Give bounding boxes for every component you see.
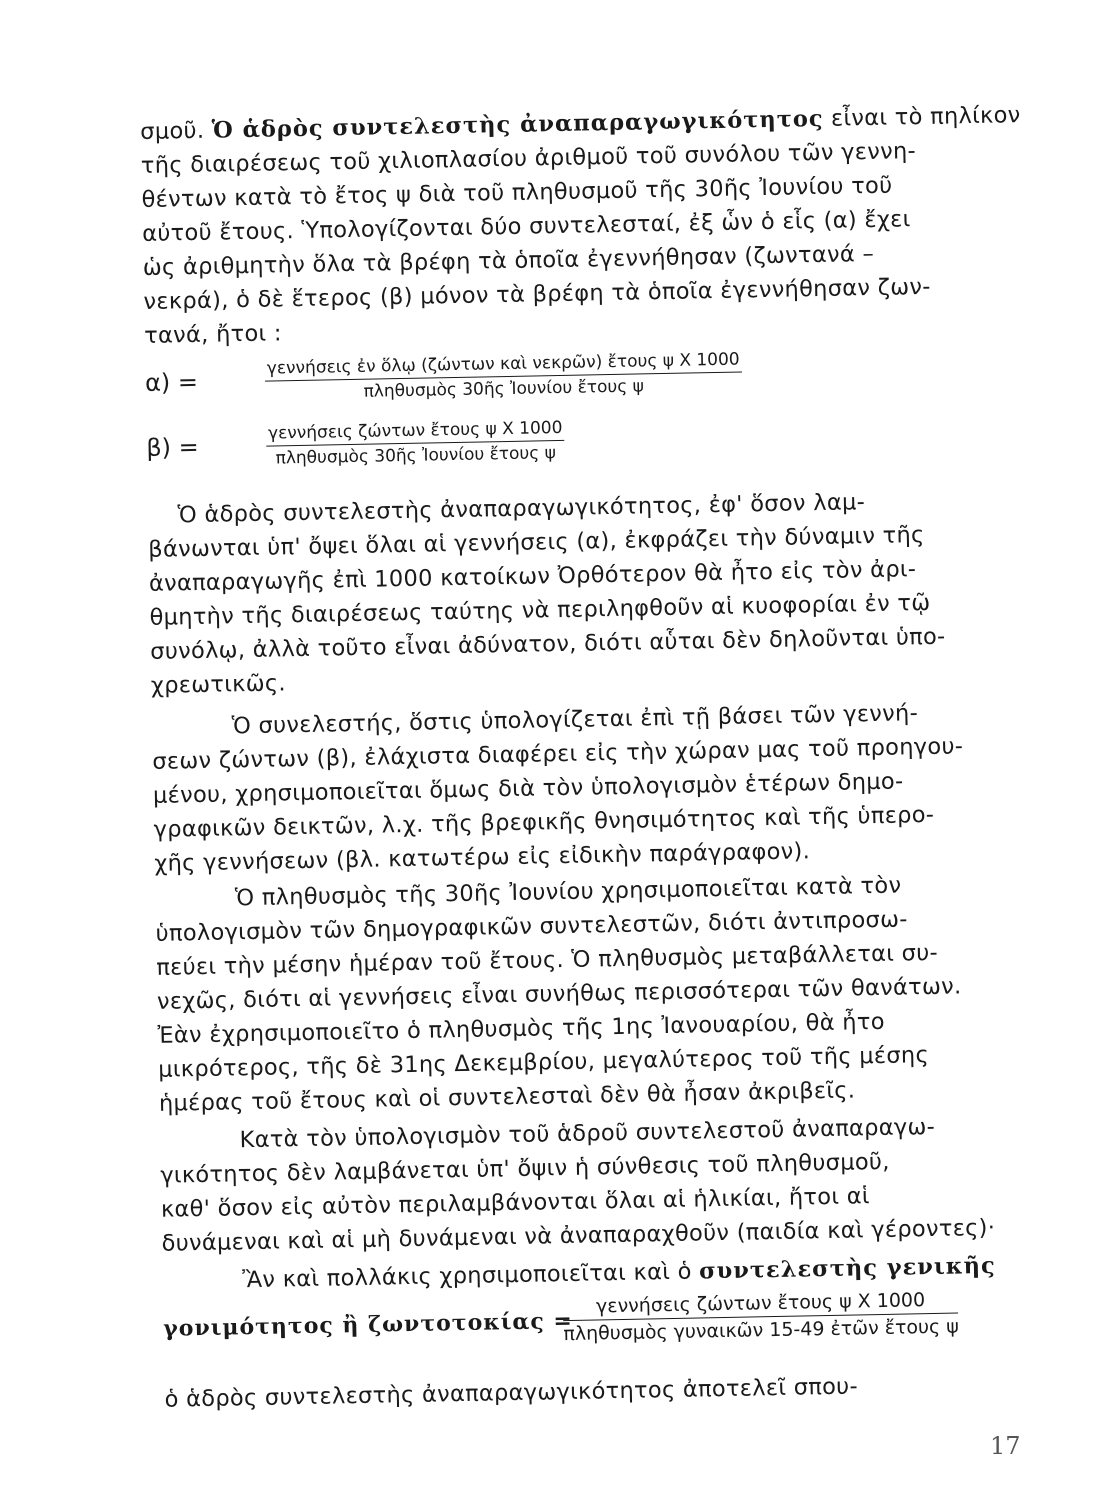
text-line: συνόλῳ, ἀλλὰ τοῦτο εἶναι ἀδύνατον, διότι αὗται δὲν δηλοῦνται ὑπο- <box>150 623 946 665</box>
text-line: μικρότερος, τῆς δὲ 31ης Δεκεμβρίου, μεγαλύτερος τοῦ τῆς μέσης <box>158 1042 930 1083</box>
formula-c-fraction <box>563 1289 959 1346</box>
text-line: δυνάμεναι καὶ αἱ μὴ δυνάμεναι νὰ ἀναπαραχθοῦν (παιδία καὶ γέροντες)· <box>161 1214 996 1257</box>
text-line: τανά, ἤτοι : <box>143 320 283 349</box>
text-line: νεχῶς, διότι αἱ γεννήσεις εἶναι συνήθως περισσότεραι τῶν θανάτων. <box>156 973 962 1015</box>
text-line: ὁ ἁδρὸς συντελεστὴς ἀναπαραγωγικότητος ἀποτελεῖ σπου- <box>164 1373 859 1413</box>
formula-c-label: γονιμότητος ἢ ζωντοτοκίας = <box>162 1307 574 1342</box>
text-line: Ὁ πληθυσμὸς τῆς 30ῆς Ἰουνίου χρησιμοποιεῖται κατὰ τὸν <box>234 872 902 912</box>
text-line: Ἐὰν ἐχρησιμοποιεῖτο ὁ πληθυσμὸς τῆς 1ης Ἰανουαρίου, θὰ ἦτο <box>157 1008 886 1049</box>
term-crude-reproduction-rate: Ὁ ἁδρὸς συντελεστὴς ἀναπαραγωγικότητος <box>211 105 824 144</box>
text-line: σμοῦ. Ὁ ἁδρὸς συντελεστὴς ἀναπαραγωγικότητος εἶναι τὸ πηλίκον <box>140 102 1021 145</box>
term-general-fertility-rate: συντελεστὴς γενικῆς <box>698 1252 996 1285</box>
page-number: 17 <box>990 1432 1021 1460</box>
formula-c-denominator: πληθυσμὸς γυναικῶν 15-49 ἐτῶν ἔτους ψ <box>563 1315 959 1346</box>
text-line: σεων ζώντων (β), ἐλάχιστα διαφέρει εἰς τὴν χώραν μας τοῦ προηγου- <box>152 733 964 775</box>
formula-b-label: β) = <box>146 432 200 462</box>
text-line: ὡς ἀριθμητὴν ὅλα τὰ βρέφη τὰ ὁποῖα ἐγεννήθησαν (ζωντανά – <box>142 240 875 281</box>
text-line: τῆς διαιρέσεως τοῦ χιλιοπλασίου ἀριθμοῦ τοῦ συνόλου τῶν γεννη- <box>140 138 917 179</box>
formula-b-denominator: πληθυσμὸς 30ῆς Ἰουνίου ἔτους ψ <box>275 443 557 469</box>
text-line: ἀναπαραγωγῆς ἐπὶ 1000 κατοίκων Ὀρθότερον θὰ ἦτο εἰς τὸν ἀρι- <box>148 556 917 597</box>
text-line: Ὁ ἁδρὸς συντελεστὴς ἀναπαραγωγικότητος, ἐφ' ὅσον λαμ- <box>177 489 866 529</box>
text-line: χῆς γεννήσεων (βλ. κατωτέρω εἰς εἰδικὴν παράγραφον). <box>154 838 811 877</box>
text-line: Ἂν καὶ πολλάκις χρησιμοποιεῖται καὶ ὁ συντελεστὴς γενικῆς <box>242 1252 996 1294</box>
text-line: καθ' ὅσον εἰς αὐτὸν περιλαμβάνονται ὅλαι αἱ ἡλικίαι, ἤτοι αἱ <box>160 1183 870 1223</box>
text-line: βάνωνται ὑπ' ὄψει ὅλαι αἱ γεννήσεις (α), ἐκφράζει τὴν δύναμιν τῆς <box>148 522 925 563</box>
formula-a-fraction <box>265 349 743 403</box>
formula-a-numerator: γεννήσεις ἐν ὅλῳ (ζώντων καὶ νεκρῶν) ἔτους ψ X 1000 <box>265 349 742 381</box>
formula-c-numerator: γεννήσεις ζώντων ἔτους ψ X 1000 <box>563 1289 959 1322</box>
text-line: Κατὰ τὸν ὑπολογισμὸν τοῦ ἁδροῦ συντελεστοῦ ἀναπαραγω- <box>239 1113 936 1154</box>
text-line: γικότητος δὲν λαμβάνεται ὑπ' ὄψιν ἡ σύνθεσις τοῦ πληθυσμοῦ, <box>160 1148 890 1189</box>
text-line: ἡμέρας τοῦ ἔτους καὶ οἱ συντελεσταὶ δὲν θὰ ἦσαν ἀκριβεῖς. <box>158 1077 856 1117</box>
text-line: νεκρά), ὁ δὲ ἕτερος (β) μόνον τὰ βρέφη τὰ ὁποῖα ἐγεννήθησαν ζων- <box>143 273 931 315</box>
text-line: γραφικῶν δεικτῶν, λ.χ. τῆς βρεφικῆς θνησιμότητος καὶ τῆς ὑπερο- <box>153 801 935 843</box>
formula-b-fraction <box>266 418 565 469</box>
text-line: μένου, χρησιμοποιεῖται ὅμως διὰ τὸν ὑπολογισμὸν ἑτέρων δημο- <box>152 768 904 809</box>
text-line: θέντων κατὰ τὸ ἔτος ψ διὰ τοῦ πληθυσμοῦ τῆς 30ῆς Ἰουνίου τοῦ <box>141 172 893 213</box>
text-line: πεύει τὴν μέσην ἡμέραν τοῦ ἔτους. Ὁ πληθυσμὸς μεταβάλλεται συ- <box>156 939 939 981</box>
text-line: αὐτοῦ ἔτους. Ὑπολογίζονται δύο συντελεσταί, ἐξ ὧν ὁ εἷς (α) ἔχει <box>141 206 911 247</box>
formula-a-label: α) = <box>144 367 199 397</box>
text-line: χρεωτικῶς. <box>150 670 287 699</box>
formula-a-denominator: πληθυσμὸς 30ῆς Ἰουνίου ἔτους ψ <box>363 376 645 402</box>
page-body <box>140 101 1021 1413</box>
text-line: ὑπολογισμὸν τῶν δημογραφικῶν συντελεστῶν, διότι ἀντιπροσω- <box>155 906 908 947</box>
text-line: Ὁ συνελεστής, ὅστις ὑπολογίζεται ἐπὶ τῇ βάσει τῶν γεννή- <box>231 700 919 740</box>
text-line: θμητὴν τῆς διαιρέσεως ταύτης νὰ περιληφθοῦν αἱ κυοφορίαι ἐν τῷ <box>149 589 931 631</box>
formula-b-numerator: γεννήσεις ζώντων ἔτους ψ X 1000 <box>266 418 565 447</box>
